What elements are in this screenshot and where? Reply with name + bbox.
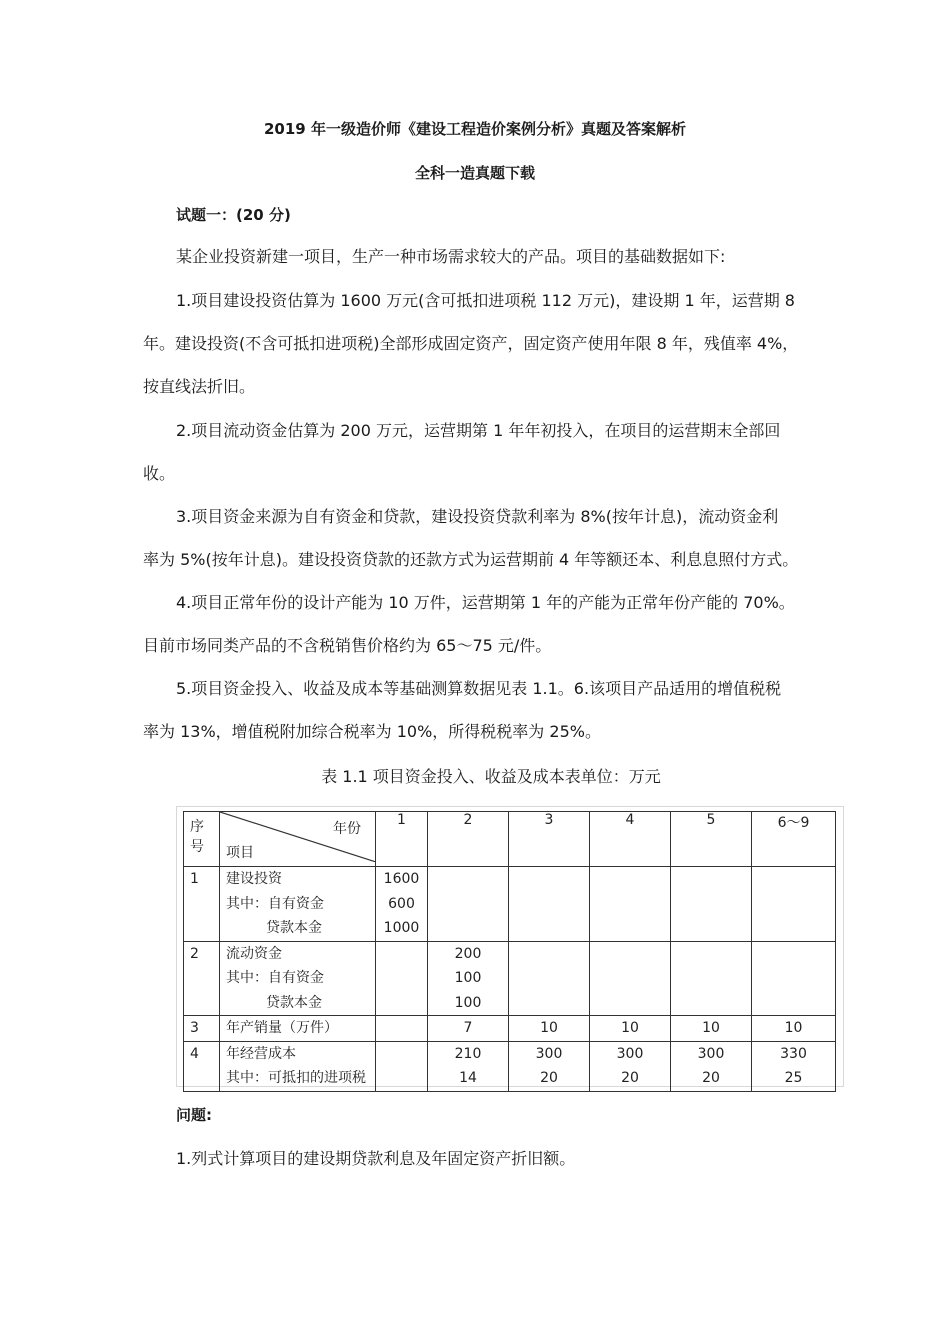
cell-value: 10 bbox=[621, 1020, 639, 1036]
row-seq bbox=[184, 941, 220, 1016]
item-4-line-2: 目前市场同类产品的不含税销售价格约为 65～75 元/件。 bbox=[143, 636, 552, 655]
cell-value: 20 bbox=[621, 1070, 639, 1086]
cell-value: 25 bbox=[784, 1070, 803, 1086]
row-cell bbox=[509, 1041, 590, 1091]
table-row bbox=[184, 867, 836, 942]
item-5-line-1: 5.项目资金投入、收益及成本等基础测算数据见表 1.1。6.该项目产品适用的增值税税 bbox=[176, 679, 782, 698]
header-year-label: 年份 bbox=[333, 821, 361, 837]
row-cell bbox=[752, 941, 836, 1016]
row-items bbox=[220, 867, 376, 942]
question-heading: 试题一：(20 分) bbox=[176, 206, 291, 224]
cell-value: 200 bbox=[454, 945, 482, 962]
header-item-label: 项目 bbox=[226, 845, 254, 861]
header-year-6-9: 6～9 bbox=[752, 812, 836, 867]
header-seq-line-1: 序 bbox=[190, 819, 204, 835]
row-seq-value: 3 bbox=[190, 1020, 199, 1036]
row-cell bbox=[590, 1016, 671, 1042]
row-item: 建设投资 bbox=[226, 871, 282, 887]
header-year-2: 2 bbox=[428, 812, 509, 867]
row-item: 贷款本金 bbox=[266, 920, 322, 936]
cell-value: 100 bbox=[454, 970, 482, 986]
header-year-5: 5 bbox=[671, 812, 752, 867]
cell-value: 20 bbox=[540, 1070, 558, 1086]
row-items bbox=[220, 1041, 376, 1091]
cell-value: 210 bbox=[454, 1045, 482, 1062]
row-seq bbox=[184, 1016, 220, 1042]
cell-value: 1600 bbox=[383, 871, 420, 887]
cell-value: 300 bbox=[616, 1045, 644, 1062]
table-row bbox=[184, 1041, 836, 1091]
row-cell bbox=[428, 867, 509, 942]
row-item: 流动资金 bbox=[226, 945, 282, 962]
item-3-line-1: 3.项目资金来源为自有资金和贷款，建设投资贷款利率为 8%(按年计息)，流动资金利 bbox=[176, 507, 779, 526]
row-cell bbox=[590, 1041, 671, 1091]
row-cell bbox=[590, 941, 671, 1016]
row-cell bbox=[428, 1041, 509, 1091]
row-items bbox=[220, 941, 376, 1016]
data-table bbox=[183, 811, 836, 1092]
header-year-1: 1 bbox=[376, 812, 428, 867]
cell-value: 10 bbox=[702, 1020, 720, 1036]
row-cell bbox=[376, 867, 428, 942]
row-cell bbox=[428, 941, 509, 1016]
row-seq-value: 2 bbox=[190, 945, 199, 962]
item-1-line-3: 按直线法折旧。 bbox=[143, 377, 256, 396]
row-cell bbox=[376, 1041, 428, 1091]
item-3-line-2: 率为 5%(按年计息)。建设投资贷款的还款方式为运营期前 4 年等额还本、利息息照付方式。 bbox=[143, 550, 799, 569]
row-item: 其中：可抵扣的进项税 bbox=[226, 1070, 366, 1086]
row-item: 年产销量（万件） bbox=[226, 1020, 338, 1036]
document-title: 2019 年一级造价师《建设工程造价案例分析》真题及答案解析 bbox=[264, 120, 686, 138]
cell-value: 10 bbox=[540, 1020, 558, 1036]
row-item: 其中：自有资金 bbox=[226, 895, 324, 912]
row-cell bbox=[509, 1016, 590, 1042]
cell-value: 1000 bbox=[383, 920, 420, 936]
row-item: 年经营成本 bbox=[226, 1045, 296, 1062]
cell-value: 300 bbox=[535, 1045, 563, 1062]
row-cell bbox=[376, 1016, 428, 1042]
table-caption: 表 1.1 项目资金投入、收益及成本表单位：万元 bbox=[321, 767, 661, 786]
row-seq bbox=[184, 1041, 220, 1091]
item-4-line-1: 4.项目正常年份的设计产能为 10 万件，运营期第 1 年的产能为正常年份产能的 70%。 bbox=[176, 593, 795, 612]
table-header-row bbox=[184, 812, 836, 867]
cell-value: 300 bbox=[697, 1045, 725, 1062]
cell-value: 7 bbox=[463, 1020, 473, 1036]
item-2-line-1: 2.项目流动资金估算为 200 万元，运营期第 1 年年初投入，在项目的运营期末全部回 bbox=[176, 421, 781, 440]
row-items bbox=[220, 1016, 376, 1042]
row-cell bbox=[671, 1041, 752, 1091]
row-seq-value: 1 bbox=[190, 871, 199, 887]
row-cell bbox=[752, 1016, 836, 1042]
item-5-line-2: 率为 13%，增值税附加综合税率为 10%，所得税税率为 25%。 bbox=[143, 722, 601, 741]
row-cell bbox=[671, 867, 752, 942]
row-item: 其中：自有资金 bbox=[226, 970, 324, 986]
row-cell bbox=[590, 867, 671, 942]
row-cell bbox=[509, 941, 590, 1016]
header-year-4: 4 bbox=[590, 812, 671, 867]
row-seq-value: 4 bbox=[190, 1045, 199, 1062]
row-cell bbox=[671, 941, 752, 1016]
row-cell bbox=[671, 1016, 752, 1042]
intro-paragraph: 某企业投资新建一项目，生产一种市场需求较大的产品。项目的基础数据如下: bbox=[176, 247, 726, 266]
cell-value: 20 bbox=[702, 1070, 720, 1086]
row-cell bbox=[376, 941, 428, 1016]
questions-heading: 问题: bbox=[176, 1106, 212, 1124]
item-2-line-2: 收。 bbox=[143, 464, 176, 483]
table-row bbox=[184, 941, 836, 1016]
row-cell bbox=[509, 867, 590, 942]
header-seq-line-2: 号 bbox=[190, 839, 204, 855]
question-1: 1.列式计算项目的建设期贷款利息及年固定资产折旧额。 bbox=[176, 1149, 576, 1168]
header-seq bbox=[184, 812, 220, 867]
row-cell bbox=[428, 1016, 509, 1042]
header-diagonal-cell bbox=[220, 812, 376, 867]
document-subtitle: 全科一造真题下载 bbox=[414, 164, 535, 182]
row-cell bbox=[752, 867, 836, 942]
table-image bbox=[176, 806, 844, 1087]
cell-value: 10 bbox=[784, 1020, 803, 1036]
table-row bbox=[184, 1016, 836, 1042]
item-1-line-1: 1.项目建设投资估算为 1600 万元(含可抵扣进项税 112 万元)，建设期 1 年，运营期 8 bbox=[176, 291, 795, 310]
cell-value: 100 bbox=[454, 994, 482, 1011]
item-1-line-2: 年。建设投资(不含可抵扣进项税)全部形成固定资产，固定资产使用年限 8 年，残值率 4%， bbox=[143, 334, 799, 353]
row-item: 贷款本金 bbox=[266, 994, 322, 1011]
cell-value: 14 bbox=[459, 1070, 477, 1086]
cell-value: 600 bbox=[388, 895, 415, 912]
header-year-3: 3 bbox=[509, 812, 590, 867]
row-cell bbox=[752, 1041, 836, 1091]
row-seq bbox=[184, 867, 220, 942]
cell-value: 330 bbox=[780, 1045, 807, 1062]
